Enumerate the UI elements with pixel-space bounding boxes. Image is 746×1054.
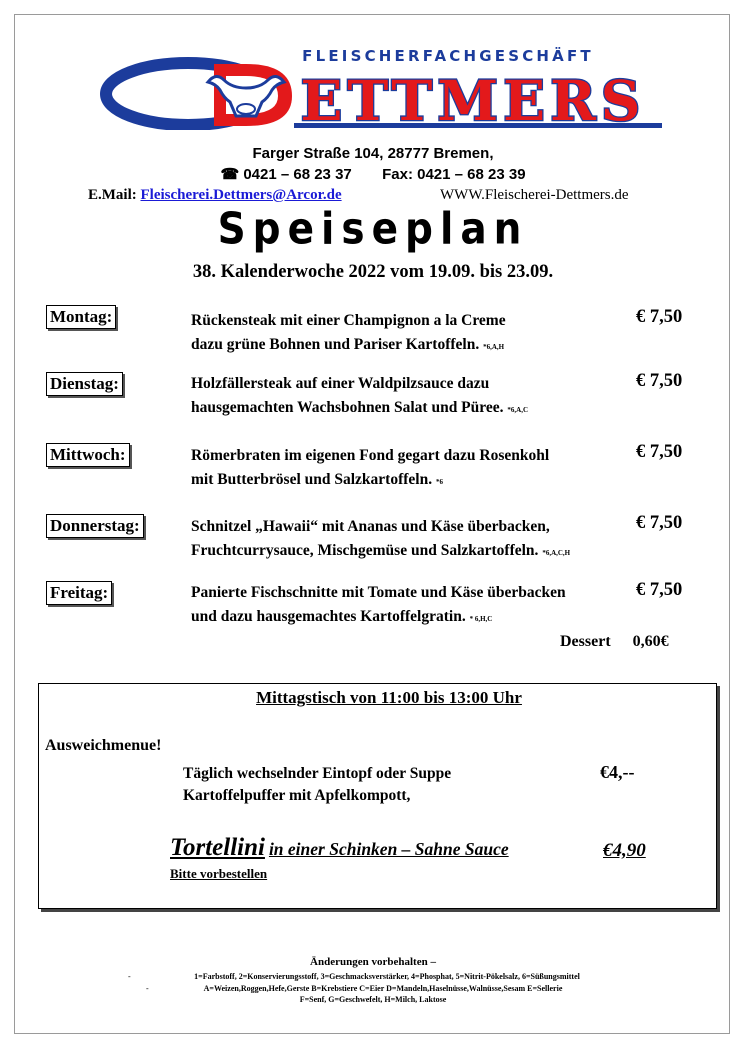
eintopf-text (183, 763, 451, 807)
meal-line: mit Butterbrösel und Salzkartoffeln. (191, 471, 433, 488)
day-label-wednesday: Mittwoch: (46, 443, 130, 467)
eintopf-line: Täglich wechselnder Eintopf oder Suppe (183, 765, 452, 782)
meal-line: Holzfällersteak auf einer Waldpilzsauce dazu (191, 375, 490, 392)
meal-line: dazu grüne Bohnen und Pariser Kartoffeln. (191, 336, 480, 353)
meal-line: und dazu hausgemachtes Kartoffelgratin. (191, 608, 466, 625)
logo-name: ETTMERS (300, 68, 646, 130)
meal-line: Schnitzel „Hawaii“ mit Ananas und Käse überbacken, (191, 518, 550, 535)
price-tuesday: € 7,50 (636, 371, 683, 391)
price-friday: € 7,50 (636, 580, 683, 600)
special-price: €4,90 (603, 840, 646, 861)
week-subtitle: 38. Kalenderwoche 2022 vom 19.09. bis 23.09. (192, 262, 554, 282)
day-label-friday: Freitag: (46, 581, 112, 605)
email-link[interactable]: Fleischerei.Dettmers@Arcor.de (140, 187, 342, 203)
contact-line (88, 187, 629, 204)
email-label: E.Mail: (88, 187, 137, 203)
meal-line: Rückensteak mit einer Champignon a la Creme (191, 312, 506, 329)
footer-title: Änderungen vorbehalten – (310, 956, 436, 968)
dessert-line (560, 633, 669, 651)
preorder-note: Bitte vorbestellen (170, 866, 268, 881)
allergen-codes: *6,A,C,H (542, 549, 571, 557)
special-desc: in einer Schinken – Sahne Sauce (268, 839, 509, 859)
footer-line: F=Senf, G=Geschwefelt, H=Milch, Laktose (299, 995, 447, 1004)
fax-number: Fax: 0421 – 68 23 39 (382, 166, 526, 183)
dessert-label: Dessert (560, 633, 611, 650)
footer-dash: - (146, 984, 149, 993)
eintopf-price: €4,-- (600, 762, 635, 782)
meal-line: Römerbraten im eigenen Fond gegart dazu Rosenkohl (191, 447, 550, 464)
phone-number: 0421 – 68 23 37 (243, 166, 352, 183)
meal-line: Fruchtcurrysauce, Mischgemüse und Salzkartoffeln. (191, 542, 539, 559)
allergen-codes: *6,A,H (483, 343, 505, 351)
meal-line: Panierte Fischschnitte mit Tomate und Käse überbacken (191, 584, 566, 601)
meal-line: hausgemachten Wachsbohnen Salat und Püree. (191, 399, 504, 416)
page-title: Speiseplan (217, 204, 529, 255)
alt-menu-label: Ausweichmenue! (45, 737, 162, 754)
dettmers-logo (96, 44, 662, 130)
allergen-codes: *6,A,C (507, 406, 529, 414)
dessert-price: 0,60€ (632, 633, 669, 650)
special-dish (170, 834, 509, 862)
day-label-monday: Montag: (46, 305, 116, 329)
day-label-thursday: Donnerstag: (46, 514, 144, 538)
footer-line: 1=Farbstoff, 2=Konservierungsstoff, 3=Geschmacksverstärker, 4=Phosphat, 5=Nitrit-Pökelsalz, 6=Süßungsmittel (194, 972, 580, 981)
allergen-codes: *6 (435, 478, 443, 486)
eintopf-line: Kartoffelpuffer mit Apfelkompott, (183, 787, 411, 804)
phone-fax-line (0, 165, 746, 183)
meal-wednesday (191, 444, 549, 494)
meal-tuesday (191, 372, 528, 422)
meal-thursday (191, 515, 570, 565)
logo-top-text: FLEISCHERFACHGESCHÄFT (302, 47, 594, 65)
meal-monday (191, 309, 506, 359)
price-wednesday: € 7,50 (636, 442, 683, 462)
phone-icon: ☎ (220, 166, 240, 183)
address-line: Farger Straße 104, 28777 Bremen, (252, 145, 494, 162)
footer-line: A=Weizen,Roggen,Hefe,Gerste B=Krebstiere C=Eier D=Mandeln,Haselnüsse,Walnüsse,Sesam E=Sellerie (203, 984, 563, 993)
footer-dash: - (128, 972, 131, 981)
lunch-heading: Mittagstisch von 11:00 bis 13:00 Uhr (256, 688, 522, 707)
price-thursday: € 7,50 (636, 513, 683, 533)
meal-friday (191, 581, 566, 631)
allergen-codes: * 6,H,C (469, 615, 493, 623)
special-name: Tortellini (170, 834, 265, 861)
price-monday: € 7,50 (636, 307, 683, 327)
day-label-tuesday: Dienstag: (46, 372, 123, 396)
website-text: WWW.Fleischerei-Dettmers.de (440, 187, 629, 203)
